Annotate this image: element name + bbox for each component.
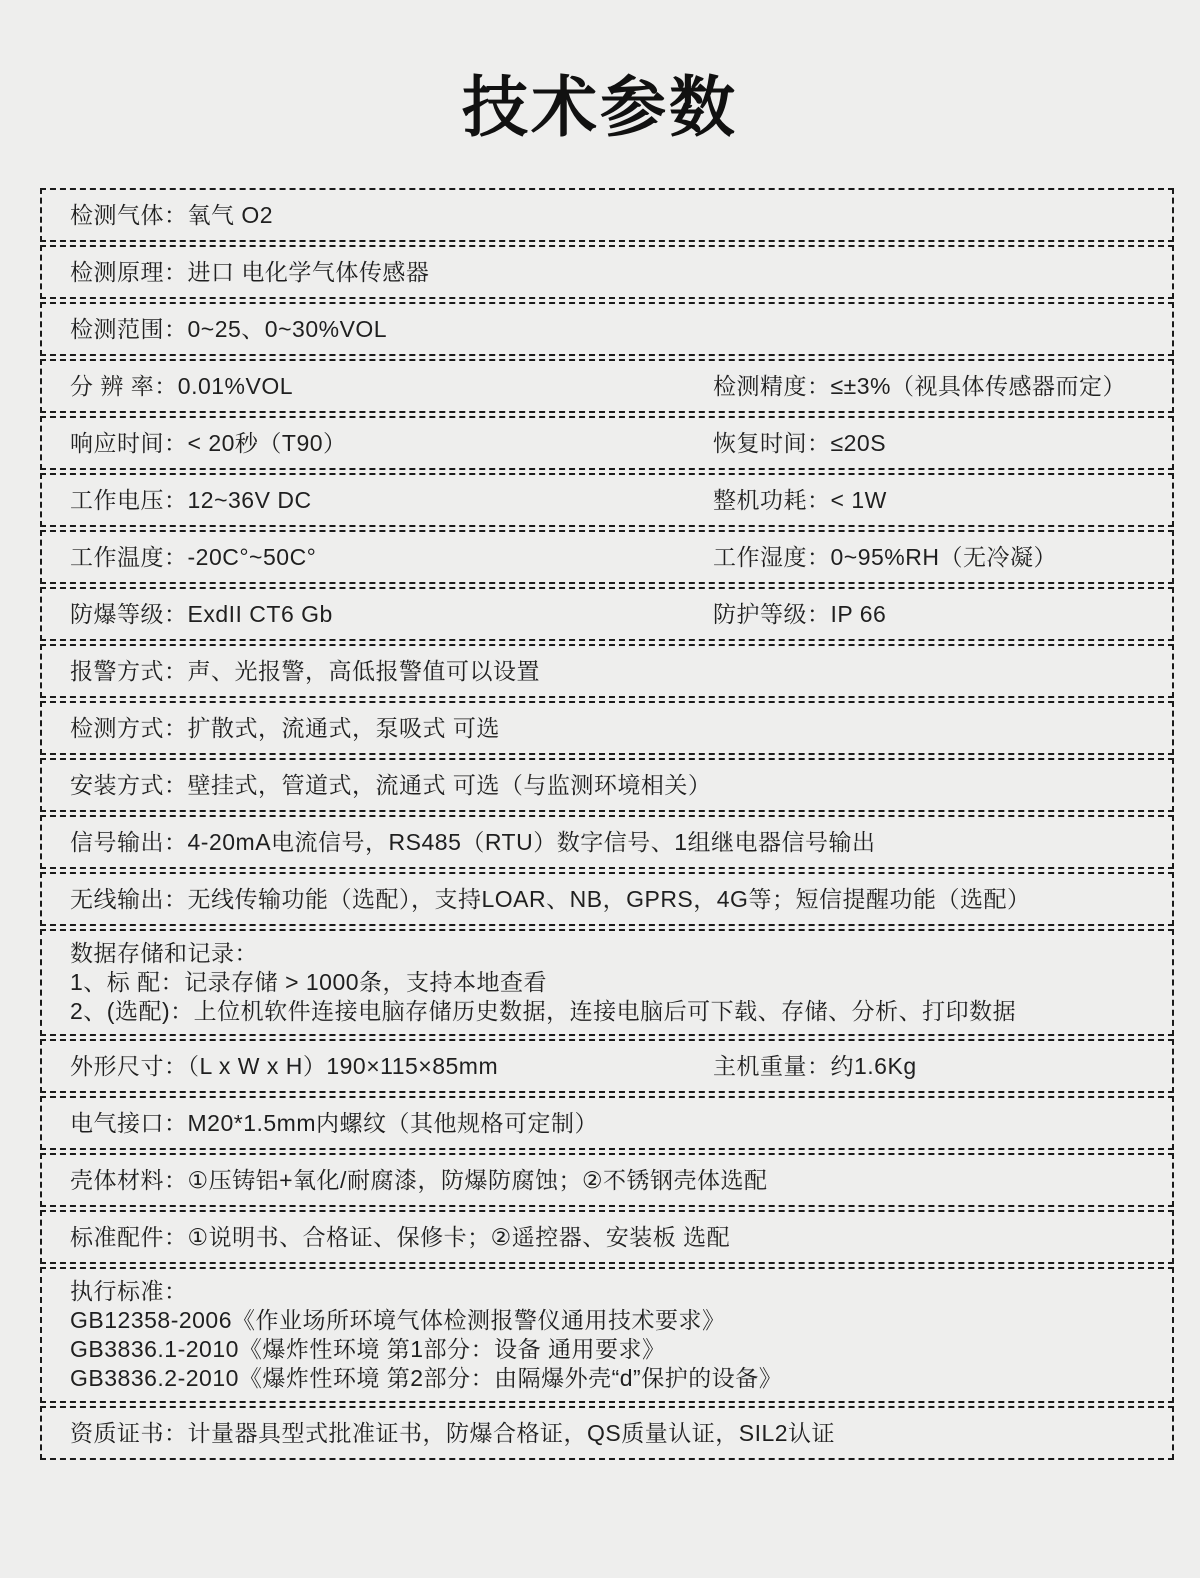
spec-text: 报警方式：声、光报警，高低报警值可以设置 <box>70 657 540 684</box>
table-row-data-storage <box>40 929 1174 1036</box>
spec-text: 分 辨 率：0.01%VOL <box>70 372 294 399</box>
spec-cell <box>70 939 1162 1026</box>
table-row-explosion-protection-rating <box>40 587 1174 641</box>
table-row-wireless-output <box>40 872 1174 926</box>
spec-text: 资质证书：计量器具型式批准证书，防爆合格证，QS质量认证，SIL2认证 <box>70 1419 836 1446</box>
spec-text: 安装方式：壁挂式，管道式，流通式 可选（与监测环境相关） <box>70 771 712 798</box>
spec-text: 信号输出：4-20mA电流信号，RS485（RTU）数字信号、1组继电器信号输出 <box>70 828 876 855</box>
page-title: 技术参数 <box>462 70 738 144</box>
spec-text: 数据存储和记录： <box>70 940 258 966</box>
spec-text: 工作电压：12~36V DC <box>70 486 312 513</box>
spec-cell <box>70 657 1162 686</box>
spec-cell <box>70 429 713 458</box>
spec-text: 工作温度：-20C°~50C° <box>70 543 317 570</box>
spec-cell <box>713 372 1162 401</box>
spec-cell <box>713 600 1162 629</box>
spec-cell <box>70 1052 713 1081</box>
table-row-detected-gas <box>40 188 1174 242</box>
spec-cell <box>70 1223 1162 1252</box>
table-row-resolution-accuracy <box>40 359 1174 413</box>
table-row-qualification-certificates <box>40 1406 1174 1460</box>
spec-cell <box>713 429 1162 458</box>
spec-text: 标准配件：①说明书、合格证、保修卡；②遥控器、安装板 选配 <box>70 1223 731 1250</box>
table-row-standard-accessories <box>40 1210 1174 1264</box>
spec-text: 检测气体：氧气 O2 <box>70 201 274 228</box>
spec-cell <box>70 315 1162 344</box>
spec-text: 主机重量：约1.6Kg <box>713 1052 917 1079</box>
table-row-detection-mode <box>40 701 1174 755</box>
table-row-execution-standards <box>40 1267 1174 1403</box>
spec-text: 恢复时间：≤20S <box>713 429 887 456</box>
spec-cell <box>70 1109 1162 1138</box>
spec-text: 整机功耗：< 1W <box>713 486 887 513</box>
spec-cell <box>70 600 713 629</box>
spec-text: GB3836.1-2010《爆炸性环境 第1部分：设备 通用要求》 <box>70 1336 666 1362</box>
table-row-temperature-humidity <box>40 530 1174 584</box>
spec-text: 响应时间：< 20秒（T90） <box>70 429 347 456</box>
spec-cell <box>70 1166 1162 1195</box>
spec-cell <box>70 885 1162 914</box>
table-row-voltage-power <box>40 473 1174 527</box>
spec-cell <box>713 1052 1162 1081</box>
spec-text: 电气接口：M20*1.5mm内螺纹（其他规格可定制） <box>70 1109 598 1136</box>
table-row-dimensions-weight <box>40 1039 1174 1093</box>
spec-text: 防爆等级：ExdII CT6 Gb <box>70 600 333 627</box>
table-row-electrical-interface <box>40 1096 1174 1150</box>
spec-text: GB3836.2-2010《爆炸性环境 第2部分：由隔爆外壳“d”保护的设备》 <box>70 1365 783 1391</box>
spec-table <box>40 188 1174 1463</box>
spec-text: 2、(选配)：上位机软件连接电脑存储历史数据，连接电脑后可下载、存储、分析、打印数据 <box>70 998 1017 1024</box>
spec-cell <box>70 201 1162 230</box>
spec-text: 1、标 配：记录存储 > 1000条，支持本地查看 <box>70 969 548 995</box>
spec-cell <box>70 1419 1162 1448</box>
spec-text: 检测方式：扩散式，流通式，泵吸式 可选 <box>70 714 500 741</box>
spec-cell <box>70 771 1162 800</box>
spec-text: 检测精度：≤±3%（视具体传感器而定） <box>713 372 1126 399</box>
table-row-installation-mode <box>40 758 1174 812</box>
spec-cell <box>70 486 713 515</box>
spec-text: GB12358-2006《作业场所环境气体检测报警仪通用技术要求》 <box>70 1307 726 1333</box>
spec-cell <box>70 1277 1162 1393</box>
table-row-detection-range <box>40 302 1174 356</box>
spec-text: 壳体材料：①压铸铝+氧化/耐腐漆，防爆防腐蚀；②不锈钢壳体选配 <box>70 1166 768 1193</box>
spec-cell <box>70 372 713 401</box>
table-row-housing-material <box>40 1153 1174 1207</box>
spec-text: 防护等级：IP 66 <box>713 600 887 627</box>
spec-cell <box>70 828 1162 857</box>
spec-cell <box>713 543 1162 572</box>
spec-text: 外形尺寸：（L x W x H）190×115×85mm <box>70 1052 499 1079</box>
table-row-response-recovery-time <box>40 416 1174 470</box>
spec-text: 无线输出：无线传输功能（选配），支持LOAR、NB，GPRS，4G等；短信提醒功能（选配） <box>70 885 1031 912</box>
spec-cell <box>713 486 1162 515</box>
spec-text: 检测范围：0~25、0~30%VOL <box>70 315 388 342</box>
spec-text: 检测原理：进口 电化学气体传感器 <box>70 258 430 285</box>
spec-cell <box>70 258 1162 287</box>
spec-text: 工作湿度：0~95%RH（无冷凝） <box>713 543 1057 570</box>
table-row-detection-principle <box>40 245 1174 299</box>
spec-cell <box>70 543 713 572</box>
spec-cell <box>70 714 1162 743</box>
table-row-signal-output <box>40 815 1174 869</box>
spec-text: 执行标准： <box>70 1278 188 1304</box>
table-row-alarm-mode <box>40 644 1174 698</box>
